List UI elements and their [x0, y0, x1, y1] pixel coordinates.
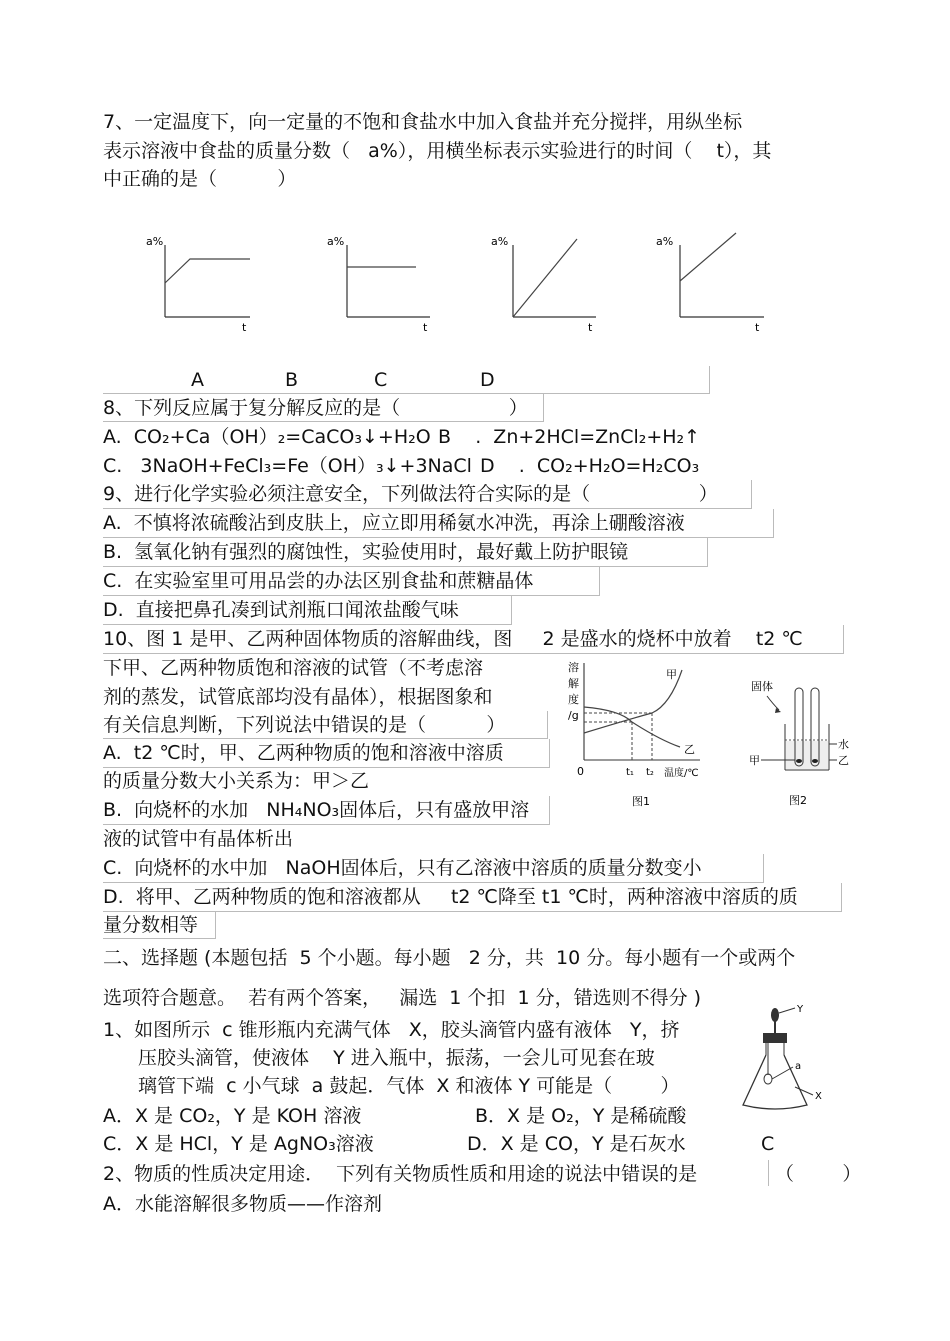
graph-d — [656, 233, 764, 334]
graph-b-ylabel: a% — [327, 235, 345, 248]
q8-stem: 8、下列反应属于复分解反应的是（ ） — [103, 397, 528, 419]
graph-c — [491, 235, 596, 334]
fig2-solid: 固体 — [751, 680, 773, 693]
graph-a-ylabel: a% — [146, 235, 164, 248]
q7-label-b: B — [285, 369, 299, 391]
q10-option-a-1: A. t2 ℃时，甲、乙两种物质的饱和溶液中溶质 — [103, 742, 504, 764]
fig1-origin: 0 — [577, 765, 584, 778]
s1-option-c: C．X 是 HCl，Y 是 AgNO₃溶液 — [103, 1133, 374, 1155]
sec2-line1: 二、选择题 (本题包括 5 个小题。每小题 2 分，共 10 分。每小题有一个或两个 — [103, 947, 796, 969]
q10-line1: 10、图 1 是甲、乙两种固体物质的溶解曲线，图 2 是盛水的烧杯中放着 t2 ℃ — [103, 628, 803, 650]
s1-line1: 1、如图所示 c 锥形瓶内充满气体 X，胶头滴管内盛有液体 Y，挤 — [103, 1019, 680, 1041]
q9-option-b: B. 氢氧化钠有强烈的腐蚀性，实验使用时，最好戴上防护眼镜 — [103, 541, 629, 563]
s2-option-a: A．水能溶解很多物质——作溶剂 — [103, 1193, 382, 1215]
q10-option-b-1: B. 向烧杯的水加 NH₄NO₃固体后，只有盛放甲溶 — [103, 799, 530, 821]
flask-a-label: a — [795, 1061, 802, 1072]
fig1-ylabel-1: 溶 — [568, 661, 579, 674]
q10-option-c: C. 向烧杯的水中加 NaOH固体后，只有乙溶液中溶质的质量分数变小 — [103, 857, 702, 879]
graph-c-xlabel: t — [588, 321, 593, 334]
graph-d-xlabel: t — [755, 321, 760, 334]
graph-a-xlabel: t — [242, 321, 247, 334]
q9-option-a: A. 不慎将浓硫酸沾到皮肤上，应立即用稀氨水冲洗，再涂上硼酸溶液 — [103, 512, 685, 534]
graph-d-ylabel: a% — [656, 235, 674, 248]
q8-option-d: D . CO₂+H₂O=H₂CO₃ — [480, 455, 700, 477]
q8-option-a: A. CO₂+Ca（OH）₂=CaCO₃↓+H₂O — [103, 426, 431, 448]
q9-stem: 9、进行化学实验必须注意安全，下列做法符合实际的是（ ） — [103, 483, 718, 505]
fig1-caption: 图1 — [632, 795, 650, 808]
q7-line3: 中正确的是（ ） — [103, 168, 297, 190]
flask-y-label: Y — [797, 1005, 804, 1015]
fig2-caption: 图2 — [789, 794, 807, 807]
q8-option-c: C. 3NaOH+FeCl₃=Fe（OH）₃↓+3NaCl — [103, 455, 472, 477]
graph-a — [146, 235, 250, 334]
fig2-jia: 甲 — [749, 754, 760, 767]
q10-option-a-2: 的质量分数大小关系为：甲＞乙 — [103, 770, 370, 792]
sec2-line2: 选项符合题意。 若有两个答案， 漏选 1 个扣 1 分，错选则不得分 ) — [103, 987, 702, 1009]
q7-label-d: D — [480, 369, 495, 391]
s1-option-a: A．X 是 CO₂，Y 是 KOH 溶液 — [103, 1105, 362, 1127]
s1-flask-figure — [735, 1005, 835, 1120]
q7-graphs — [140, 225, 780, 340]
q10-line3: 剂的蒸发，试管底部均没有晶体），根据图象和 — [103, 686, 493, 708]
s2-paren: （ ） — [775, 1163, 862, 1185]
fig1-xlabel: 温度/℃ — [664, 768, 699, 779]
graph-c-ylabel: a% — [491, 235, 509, 248]
q9-option-d: D. 直接把鼻孔凑到试剂瓶口闻浓盐酸气味 — [103, 599, 459, 621]
q10-figure-1 — [560, 655, 720, 810]
fig1-ylabel-3: 度 — [568, 693, 579, 706]
fig2-water: 水 — [838, 738, 849, 751]
fig1-t2: t₂ — [646, 767, 654, 778]
flask-x-label: X — [815, 1091, 822, 1102]
s1-option-b: B．X 是 O₂，Y 是稀硫酸 — [475, 1105, 687, 1127]
q10-option-d-1: D. 将甲、乙两种物质的饱和溶液都从 t2 ℃降至 t1 ℃时，两种溶液中溶质的质 — [103, 886, 798, 908]
s1-option-d: D．X 是 CO，Y 是石灰水 — [467, 1133, 686, 1155]
s1-line2: 压胶头滴管，使液体 Y 进入瓶中，振荡，一会儿可见套在玻 — [138, 1047, 655, 1069]
q10-option-b-2: 液的试管中有晶体析出 — [103, 828, 294, 850]
fig1-t1: t₁ — [626, 767, 634, 778]
fig1-jia: 甲 — [666, 668, 677, 681]
fig1-ylabel-2: 解 — [568, 677, 579, 690]
fig1-yi: 乙 — [684, 743, 695, 756]
q10-option-d-2: 量分数相等 — [103, 914, 199, 936]
q7-label-c: C — [374, 369, 388, 391]
q7-line1: 7、一定温度下，向一定量的不饱和食盐水中加入食盐并充分搅拌，用纵坐标 — [103, 111, 743, 133]
q10-line2: 下甲、乙两种物质饱和溶液的试管（不考虑溶 — [103, 657, 484, 679]
s2-line1: 2、物质的性质决定用途． 下列有关物质性质和用途的说法中错误的是 — [103, 1163, 698, 1185]
s1-line3: 璃管下端 c 小气球 a 鼓起．气体 X 和液体 Y 可能是（ ） — [138, 1075, 680, 1097]
q10-line4: 有关信息判断，下列说法中错误的是（ ） — [103, 714, 506, 736]
fig1-ylabel-4: /g — [568, 709, 579, 722]
fig2-yi: 乙 — [838, 754, 849, 767]
q10-figure-2 — [745, 672, 855, 812]
q8-option-b: B . Zn+2HCl=ZnCl₂+H₂↑ — [438, 426, 701, 448]
graph-b — [327, 235, 430, 334]
q7-label-a: A — [191, 369, 204, 391]
graph-b-xlabel: t — [423, 321, 428, 334]
s1-answer: C — [761, 1133, 775, 1155]
q9-option-c: C. 在实验室里可用品尝的办法区别食盐和蔗糖晶体 — [103, 570, 534, 592]
q7-line2: 表示溶液中食盐的质量分数（ a%），用横坐标表示实验进行的时间（ t），其 — [103, 140, 772, 162]
